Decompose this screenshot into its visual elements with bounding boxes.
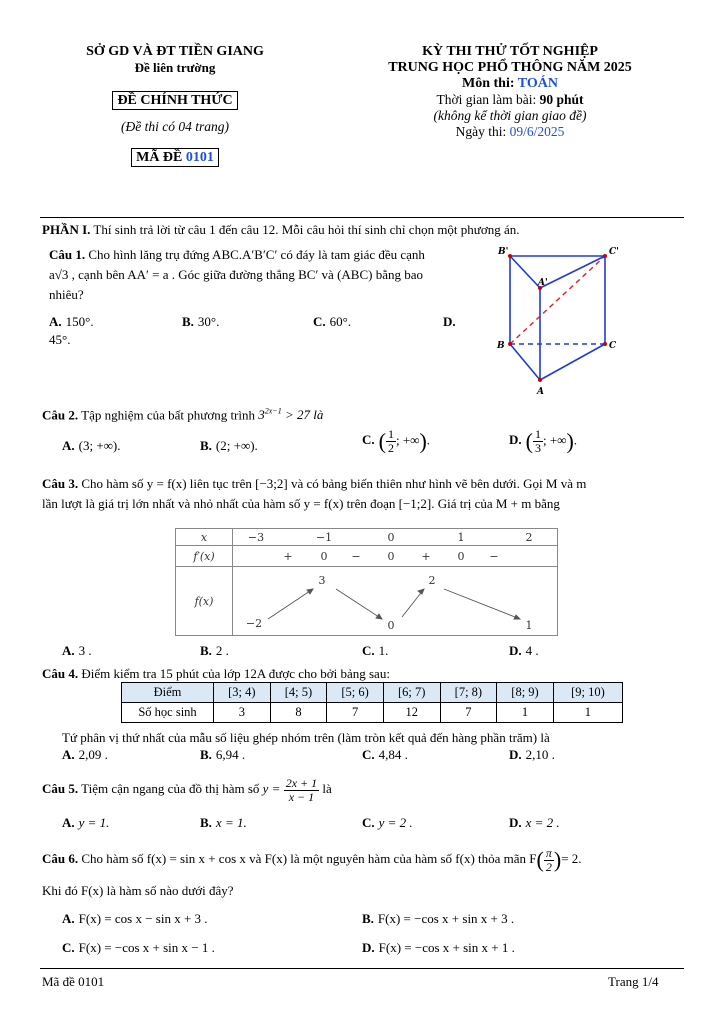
- question-3: Câu 3. Cho hàm số y = f(x) liên tục trên [−3;2] và có bảng biến thiên như hình vẽ bên dưới. Gọi M và m lần lượt là giá trị lớn nhất và nhỏ nhất của hàm số y = f(x) trên đoạn [−1;2]. Giá trị của M + m bằng: [42, 476, 587, 511]
- vt-f-4: 2: [428, 574, 436, 587]
- q2-option-d[interactable]: D. ( $\frac{1}{3}$ ; +∞).: [509, 427, 578, 455]
- official-badge: ĐỀ CHÍNH THỨC: [112, 91, 237, 110]
- vt-fp-2: 0: [320, 550, 328, 563]
- duration: Thời gian làm bài: 90 phút: [436, 92, 584, 107]
- freq-head-0: Điểm: [122, 683, 214, 703]
- q5-option-d[interactable]: D. x = 2 .: [509, 815, 560, 830]
- exam-title-1: KỲ THI THỬ TỐT NGHIỆP: [422, 44, 598, 59]
- question-6: Câu 6. Cho hàm số f(x) = sin x + cos x và F(x) là một nguyên hàm của hàm số f(x) thỏa mãn F( $\frac{\pi}{2}$ )= 2.: [42, 845, 582, 874]
- q5-option-c[interactable]: C. y = 2 .: [362, 815, 413, 830]
- vt-f-5: 1: [525, 619, 533, 632]
- vt-arrowhead-4: [514, 615, 520, 619]
- variation-table: [175, 528, 558, 636]
- q5-option-b[interactable]: B. x = 1.: [200, 815, 247, 830]
- vt-fp-6: 0: [457, 550, 465, 563]
- vt-fp-label: f′(x): [193, 550, 215, 563]
- vt-x-5: 2: [525, 531, 533, 544]
- q1-option-a[interactable]: A. 150°.: [49, 314, 94, 329]
- vt-arrow-1: [268, 589, 313, 619]
- point-b: [508, 342, 512, 346]
- footer-divider: [40, 968, 684, 969]
- q4-question-text: Tứ phân vị thứ nhất của mẫu số liệu ghép nhóm trên (làm tròn kết quả đến hàng phần trăm) là: [62, 730, 550, 745]
- q6-option-c[interactable]: C. F(x) = −cos x + sin x − 1 .: [62, 940, 215, 955]
- header-right: [350, 44, 670, 140]
- header-left: [60, 44, 290, 166]
- prism-figure: [490, 240, 630, 400]
- question-5: Câu 5. Tiệm cận ngang của đồ thị hàm số y = $\frac{2x + 1}{x - 1}$ là: [42, 775, 332, 804]
- label-b1: B': [498, 247, 509, 257]
- vt-arrow-2: [336, 589, 382, 619]
- point-a: [538, 378, 542, 382]
- vt-f-label: f(x): [194, 595, 214, 608]
- vt-x-3: 0: [387, 531, 395, 544]
- q4-option-b[interactable]: B. 6,94 .: [200, 747, 246, 762]
- exam-date: Ngày thi: 09/6/2025: [455, 124, 565, 139]
- q4-option-c[interactable]: C. 4,84 .: [362, 747, 408, 762]
- label-a: A: [537, 387, 544, 397]
- freq-cell-7: 1: [553, 703, 622, 723]
- point-b1: [508, 254, 512, 258]
- label-b: B: [497, 341, 505, 351]
- freq-head-2: [4; 5): [270, 683, 327, 703]
- q1-option-d-value: 45°.: [49, 332, 71, 347]
- vt-fp-4: 0: [387, 550, 395, 563]
- q3-option-b[interactable]: B. 2 .: [200, 643, 229, 658]
- vt-fp-1: +: [283, 550, 293, 563]
- q3-option-c[interactable]: C. 1.: [362, 643, 389, 658]
- freq-head-1: [3; 4): [214, 683, 271, 703]
- footer-page: Trang 1/4: [608, 974, 659, 989]
- q6-option-b[interactable]: B. F(x) = −cos x + sin x + 3 .: [362, 911, 515, 926]
- edge-b1a1: [510, 256, 540, 288]
- q6-option-a[interactable]: A. F(x) = cos x − sin x + 3 .: [62, 911, 208, 926]
- q5-option-a[interactable]: A. y = 1.: [62, 815, 110, 830]
- exam-title-2: TRUNG HỌC PHỔ THÔNG NĂM 2025: [388, 60, 632, 75]
- edge-ab: [510, 344, 540, 380]
- q1-option-b[interactable]: B. 30°.: [182, 314, 220, 329]
- org-sub: Đề liên trường: [134, 60, 216, 75]
- edge-ac: [540, 344, 605, 380]
- vt-x-1: −3: [247, 531, 265, 544]
- vt-x-2: −1: [315, 531, 333, 544]
- vt-arrowhead-2: [376, 614, 382, 619]
- vt-fp-3: −: [351, 550, 361, 563]
- subject: Môn thi: TOÁN: [462, 76, 558, 91]
- q1-option-d[interactable]: D.: [443, 314, 456, 329]
- freq-cell-6: 1: [497, 703, 554, 723]
- q4-option-d[interactable]: D. 2,10 .: [509, 747, 555, 762]
- vt-arrowhead-1: [307, 589, 313, 594]
- vt-x-label: x: [200, 531, 208, 544]
- vt-f-3: 0: [387, 619, 395, 632]
- q2-option-a[interactable]: A. (3; +∞).: [62, 438, 121, 453]
- question-6-line2: Khi đó F(x) là hàm số nào dưới đây?: [42, 883, 234, 898]
- question-2: Câu 2. Tập nghiệm của bất phương trình $3^{2x-1} > 27$ là: [42, 407, 324, 423]
- freq-cell-2: 8: [270, 703, 327, 723]
- q4-option-a[interactable]: A. 2,09 .: [62, 747, 108, 762]
- q1-option-c[interactable]: C. 60°.: [313, 314, 352, 329]
- vt-fp-5: +: [421, 550, 431, 563]
- freq-head-5: [7; 8): [440, 683, 497, 703]
- q6-option-d[interactable]: D. F(x) = −cos x + sin x + 1 .: [362, 940, 515, 955]
- question-1: Câu 1. Cho hình lăng trụ đứng ABC.A′B′C′ có đáy là tam giác đều cạnh a√3 , cạnh bên AA′ = a . Góc giữa đường thẳng BC′ và (ABC) bằng bao nhiêu?: [49, 247, 425, 302]
- header-divider: [40, 217, 684, 218]
- q2-option-b[interactable]: B. (2; +∞).: [200, 438, 258, 453]
- freq-cell-1: 3: [214, 703, 271, 723]
- label-c1: C': [609, 247, 619, 257]
- part1-intro: PHẦN I. Thí sinh trả lời từ câu 1 đến câu 12. Mỗi câu hỏi thí sinh chỉ chọn một phương án.: [42, 222, 520, 237]
- freq-value-row: [122, 703, 623, 723]
- footer-code: Mã đề 0101: [42, 974, 105, 989]
- point-c1: [603, 254, 607, 258]
- freq-cell-5: 7: [440, 703, 497, 723]
- frequency-table: [121, 682, 623, 723]
- label-c: C: [609, 341, 617, 351]
- freq-cell-0: Số học sinh: [122, 703, 214, 723]
- exam-code: MÃ ĐỀ 0101: [131, 148, 219, 167]
- vt-fp-7: −: [489, 550, 499, 563]
- question-4: Câu 4. Điểm kiểm tra 15 phút của lớp 12A được cho bởi bảng sau:: [42, 666, 390, 681]
- edge-a1c1: [540, 256, 605, 288]
- vt-x-4: 1: [457, 531, 465, 544]
- pages-note: (Đề thi có 04 trang): [121, 119, 229, 134]
- freq-cell-3: 7: [327, 703, 384, 723]
- vt-f-2: 3: [318, 574, 326, 587]
- segment-bc1: [510, 256, 605, 344]
- duration-note: (không kể thời gian giao đề): [433, 108, 587, 123]
- freq-head-3: [5; 6): [327, 683, 384, 703]
- freq-cell-4: 12: [383, 703, 440, 723]
- q3-option-a[interactable]: A. 3 .: [62, 643, 92, 658]
- q3-option-d[interactable]: D. 4 .: [509, 643, 539, 658]
- q2-option-c[interactable]: C. ( $\frac{1}{2}$ ; +∞).: [362, 427, 431, 455]
- vt-f-1: −2: [245, 617, 263, 630]
- freq-head-6: [8; 9): [497, 683, 554, 703]
- point-c: [603, 342, 607, 346]
- org-name: SỞ GD VÀ ĐT TIỀN GIANG: [86, 44, 264, 59]
- label-a1: A': [538, 278, 548, 288]
- freq-header-row: [122, 683, 623, 703]
- freq-head-7: [9; 10): [553, 683, 622, 703]
- freq-head-4: [6; 7): [383, 683, 440, 703]
- vt-arrowhead-3: [418, 589, 424, 594]
- vt-arrow-4: [444, 589, 520, 619]
